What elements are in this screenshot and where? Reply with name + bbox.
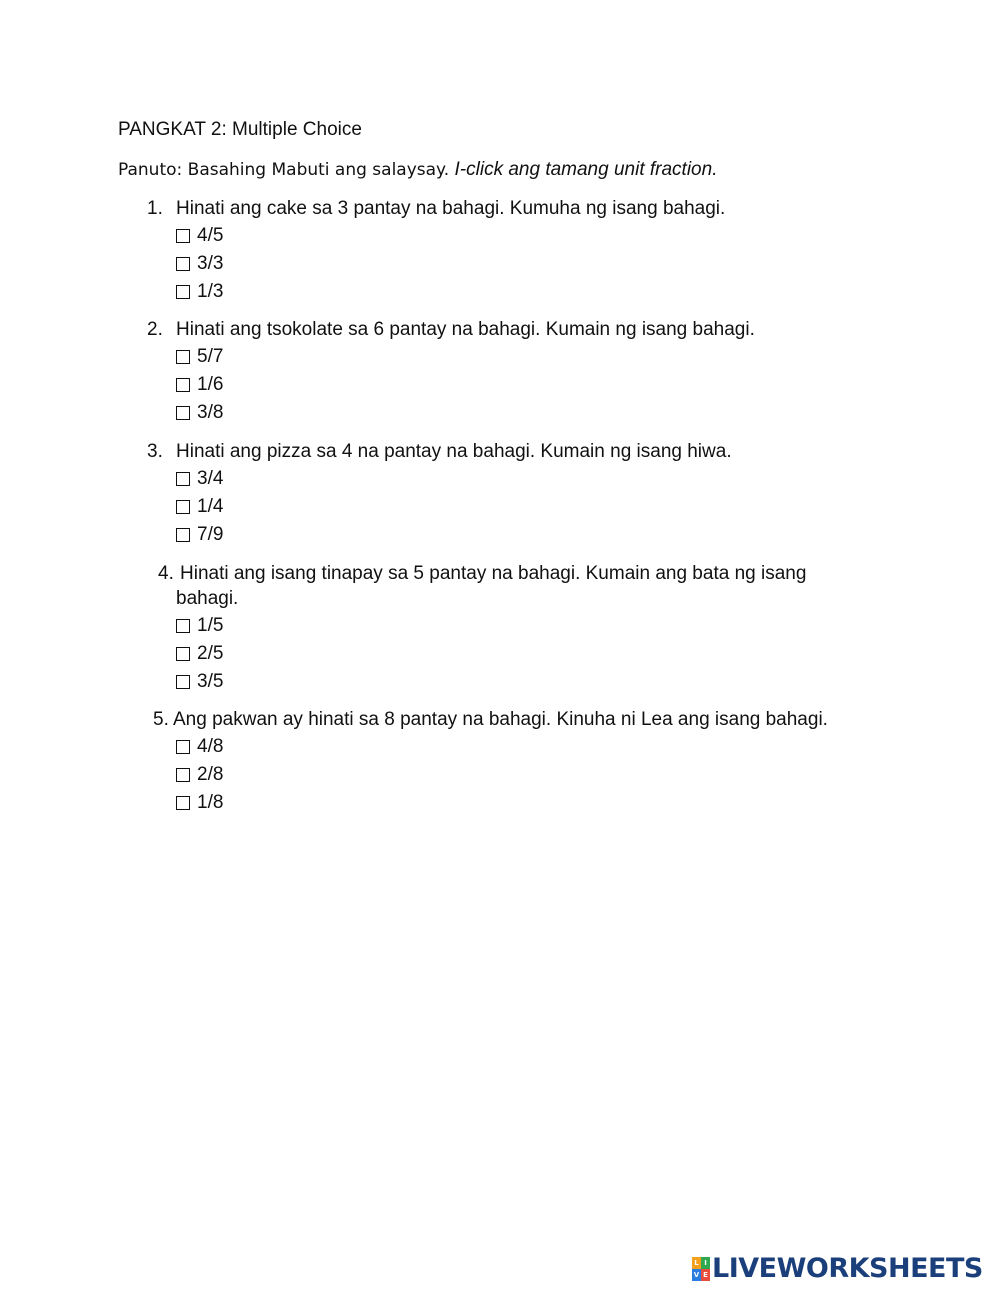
instruction <box>118 158 717 182</box>
logo-text: LIVEWORKSHEETS <box>712 1253 983 1284</box>
checkbox-icon[interactable] <box>176 647 190 661</box>
checkbox-icon[interactable] <box>176 350 190 364</box>
logo-mark-letter: L <box>692 1257 701 1269</box>
logo-mark-letter: E <box>701 1269 710 1281</box>
checkbox-icon[interactable] <box>176 619 190 633</box>
question-number: 5. <box>153 709 169 730</box>
checkbox-icon[interactable] <box>176 285 190 299</box>
checkbox-icon[interactable] <box>176 378 190 392</box>
option-q5-b[interactable] <box>176 763 223 787</box>
option-q4-a[interactable] <box>176 614 223 638</box>
question-text: Ang pakwan ay hinati sa 8 pantay na bahagi. Kinuha ni Lea ang isang bahagi. <box>173 709 828 730</box>
option-q2-a[interactable] <box>176 345 223 369</box>
option-label: 3/3 <box>197 253 224 274</box>
checkbox-icon[interactable] <box>176 406 190 420</box>
instruction-emphasis: I-click ang tamang unit fraction. <box>454 159 718 180</box>
page-title: PANGKAT 2: Multiple Choice <box>118 119 362 140</box>
option-label: 3/8 <box>197 402 224 423</box>
question-number: 2. <box>147 319 163 340</box>
option-q1-b[interactable] <box>176 252 223 276</box>
option-q1-a[interactable] <box>176 224 223 248</box>
question-text-line2: bahagi. <box>176 588 239 609</box>
option-q5-c[interactable] <box>176 791 223 815</box>
question-text: Hinati ang tsokolate sa 6 pantay na bahagi. Kumain ng isang bahagi. <box>176 319 755 340</box>
checkbox-icon[interactable] <box>176 740 190 754</box>
option-label: 4/5 <box>197 225 224 246</box>
logo-mark-letter: V <box>693 1271 700 1279</box>
option-label: 3/4 <box>197 468 224 489</box>
checkbox-icon[interactable] <box>176 675 190 689</box>
option-q2-b[interactable] <box>176 373 223 397</box>
instruction-text: Basahing Mabuti ang salaysay. <box>187 160 455 180</box>
option-q3-c[interactable] <box>176 523 223 547</box>
option-label: 1/5 <box>197 615 224 636</box>
option-q2-c[interactable] <box>176 401 223 425</box>
liveworksheets-logo-icon <box>692 1257 710 1281</box>
checkbox-icon[interactable] <box>176 796 190 810</box>
option-label: 1/3 <box>197 281 224 302</box>
option-q4-c[interactable] <box>176 670 223 694</box>
option-q3-a[interactable] <box>176 467 223 491</box>
checkbox-icon[interactable] <box>176 500 190 514</box>
checkbox-icon[interactable] <box>176 257 190 271</box>
option-q5-a[interactable] <box>176 735 223 759</box>
option-q4-b[interactable] <box>176 642 223 666</box>
question-text: Hinati ang cake sa 3 pantay na bahagi. Kumuha ng isang bahagi. <box>176 198 726 219</box>
checkbox-icon[interactable] <box>176 229 190 243</box>
checkbox-icon[interactable] <box>176 528 190 542</box>
option-label: 1/4 <box>197 496 224 517</box>
logo-mark-letter: I <box>701 1257 710 1269</box>
option-label: 1/6 <box>197 374 224 395</box>
option-label: 1/8 <box>197 792 224 813</box>
option-q1-c[interactable] <box>176 280 223 304</box>
option-label: 2/8 <box>197 764 224 785</box>
option-label: 2/5 <box>197 643 224 664</box>
question-text: Hinati ang pizza sa 4 na pantay na bahagi. Kumain ng isang hiwa. <box>176 441 732 462</box>
question-number: 3. <box>147 441 163 462</box>
option-label: 7/9 <box>197 524 224 545</box>
checkbox-icon[interactable] <box>176 472 190 486</box>
liveworksheets-logo[interactable] <box>692 1254 983 1284</box>
checkbox-icon[interactable] <box>176 768 190 782</box>
question-text-line1: Hinati ang isang tinapay sa 5 pantay na bahagi. Kumain ang bata ng isang <box>180 563 807 584</box>
option-label: 5/7 <box>197 346 224 367</box>
question-number: 4. <box>158 563 174 584</box>
option-label: 4/8 <box>197 736 224 757</box>
question-number: 1. <box>147 198 163 219</box>
option-q3-b[interactable] <box>176 495 223 519</box>
option-label: 3/5 <box>197 671 224 692</box>
instruction-label: Panuto: <box>118 160 188 180</box>
